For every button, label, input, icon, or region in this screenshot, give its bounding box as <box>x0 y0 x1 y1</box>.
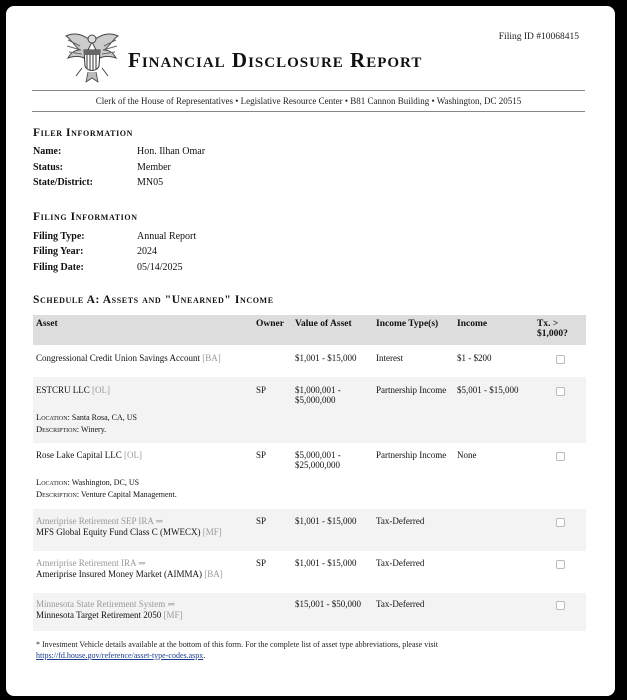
table-row <box>33 551 586 593</box>
filer-name-value: Hon. Ilhan Omar <box>137 146 206 157</box>
filer-status-value: Member <box>137 162 171 173</box>
col-tx: Tx. > $1,000? <box>534 315 586 345</box>
asset-value: $5,000,001 - $25,000,000 <box>295 450 341 470</box>
income <box>454 593 534 631</box>
owner: SP <box>256 558 267 568</box>
filer-state-label: State/District: <box>33 177 93 188</box>
col-value: Value of Asset <box>292 315 373 345</box>
filing-date-value: 05/14/2025 <box>137 262 183 273</box>
parent-account: Ameriprise Retirement IRA ⇒ <box>36 558 146 568</box>
filing-type-label: Filing Type: <box>33 231 85 242</box>
owner: SP <box>256 450 267 460</box>
asset-value: $1,001 - $15,000 <box>295 558 357 568</box>
asset-name: Ameriprise Insured Money Market (AIMMA) <box>36 569 202 579</box>
income-type: Partnership Income <box>373 377 454 443</box>
filer-name-label: Name: <box>33 146 62 157</box>
col-income: Income <box>454 315 534 345</box>
asset-type-abbr: [OL] <box>123 450 142 460</box>
income: $1 - $200 <box>457 353 492 363</box>
asset-location: Washington, DC, US <box>71 478 140 487</box>
location-label: Location: <box>36 412 70 422</box>
asset-type-abbr: [BA] <box>202 353 221 363</box>
asset-value: $1,001 - $15,000 <box>292 509 373 551</box>
description-label: Description: <box>36 489 80 499</box>
asset-description: Venture Capital Management. <box>81 490 177 499</box>
asset-name: Minnesota Target Retirement 2050 <box>36 610 162 620</box>
income-type: Tax-Deferred <box>373 593 454 631</box>
income-type: Tax-Deferred <box>376 558 425 568</box>
filing-year-value: 2024 <box>137 246 157 257</box>
asset-codes-link[interactable]: https://fd.house.gov/reference/asset-type-codes.aspx <box>36 651 204 660</box>
asset-location: Santa Rosa, CA, US <box>71 413 138 422</box>
table-row <box>33 509 586 551</box>
table-row <box>33 443 586 509</box>
description-label: Description: <box>36 424 80 434</box>
filer-state-value: MN05 <box>137 177 164 188</box>
tx-checkbox[interactable] <box>556 355 565 364</box>
asset-name: Rose Lake Capital LLC <box>36 450 122 460</box>
owner: SP <box>253 509 292 551</box>
assets-table <box>33 315 586 631</box>
col-owner: Owner <box>253 315 292 345</box>
schedule-a-heading: Schedule A: Assets and "Unearned" Income <box>33 294 274 306</box>
filing-date-label: Filing Date: <box>33 262 84 273</box>
asset-value: $1,000,001 - $5,000,000 <box>292 377 373 443</box>
report-page <box>6 6 615 696</box>
owner: SP <box>253 377 292 443</box>
tx-checkbox[interactable] <box>556 387 565 396</box>
col-income-type: Income Type(s) <box>373 315 454 345</box>
tx-checkbox[interactable] <box>556 560 565 569</box>
income <box>454 551 534 593</box>
income: $5,001 - $15,000 <box>454 377 534 443</box>
filing-year-label: Filing Year: <box>33 246 84 257</box>
asset-value: $1,001 - $15,000 <box>295 353 357 363</box>
asset-type-abbr: [MF] <box>163 610 183 620</box>
tx-checkbox[interactable] <box>556 601 565 610</box>
eagle-seal-icon <box>64 28 120 86</box>
asset-description: Winery. <box>81 425 107 434</box>
income-type: Tax-Deferred <box>373 509 454 551</box>
footnote <box>36 639 586 661</box>
location-label: Location: <box>36 477 70 487</box>
filing-id: Filing ID #10068415 <box>498 32 579 42</box>
asset-type-abbr: [OL] <box>92 385 111 395</box>
parent-account: Ameriprise Retirement SEP IRA ⇒ <box>36 516 164 526</box>
tx-checkbox[interactable] <box>556 518 565 527</box>
income: None <box>457 450 477 460</box>
filer-information-heading: Filer Information <box>33 127 133 139</box>
owner <box>253 593 292 631</box>
income-type: Partnership Income <box>376 450 447 460</box>
report-title: Financial Disclosure Report <box>128 48 423 72</box>
asset-name: Congressional Credit Union Savings Account <box>36 353 200 363</box>
table-row <box>33 377 586 443</box>
income <box>454 509 534 551</box>
asset-value: $15,001 - $50,000 <box>292 593 373 631</box>
footnote-suffix: . <box>203 651 206 660</box>
income-type: Interest <box>376 353 403 363</box>
filing-type-value: Annual Report <box>137 231 197 242</box>
col-asset: Asset <box>33 315 253 345</box>
parent-account: Minnesota State Retirement System ⇒ <box>36 599 176 609</box>
filer-status-label: Status: <box>33 162 64 173</box>
tx-checkbox[interactable] <box>556 452 565 461</box>
table-row <box>33 593 586 631</box>
owner <box>253 345 292 377</box>
asset-type-abbr: [BA] <box>204 569 223 579</box>
asset-name: MFS Global Equity Fund Class C (MWECX) <box>36 527 201 537</box>
filing-information-heading: Filing Information <box>33 211 138 223</box>
asset-name: ESTCRU LLC <box>36 385 90 395</box>
table-row <box>33 345 586 377</box>
footnote-text: * Investment Vehicle details available at the bottom of this form. For the complete list of asset type abbreviations, please visit <box>36 640 438 649</box>
clerk-address-bar: Clerk of the House of Representatives • Legislative Resource Center • B81 Cannon Building • Washington, DC 20515 <box>32 90 585 112</box>
assets-table-header <box>33 315 586 345</box>
asset-type-abbr: [MF] <box>202 527 222 537</box>
